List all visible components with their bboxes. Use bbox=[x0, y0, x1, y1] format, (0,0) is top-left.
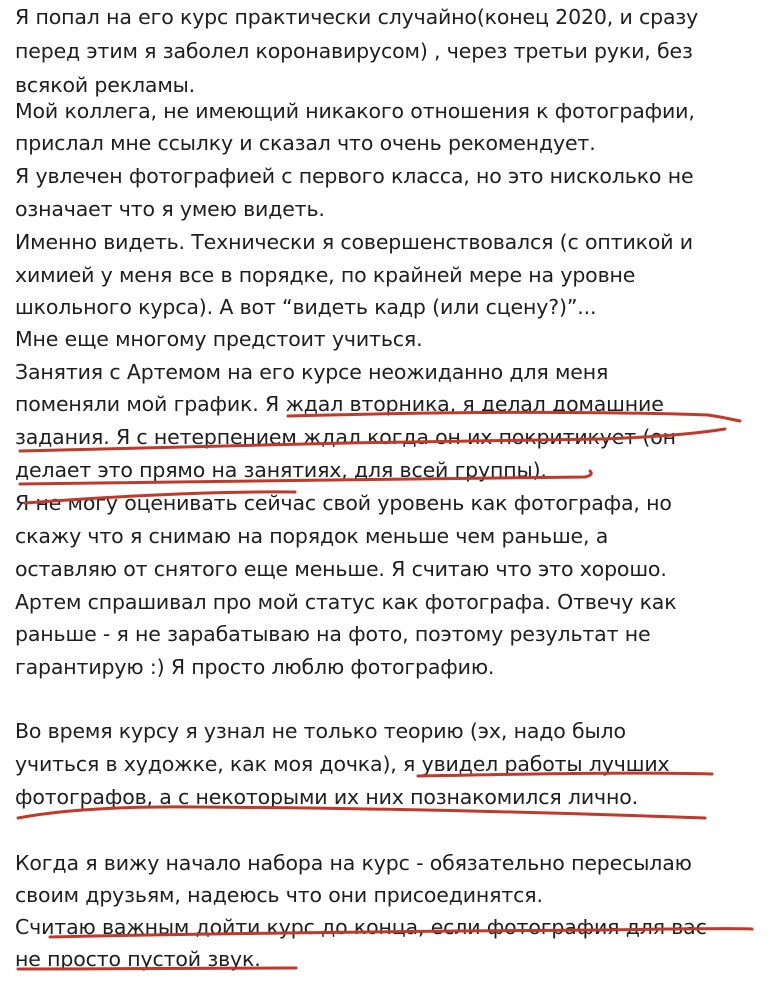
text-line: всякой рекламы. bbox=[15, 73, 196, 97]
text-line: гарантирую :) Я просто люблю фотографию. bbox=[15, 655, 495, 679]
text-line: учиться в художке, как моя дочка), я увидел работы лучших bbox=[15, 752, 670, 776]
text-line: своим друзьям, надеюсь что они присоединятся. bbox=[15, 883, 543, 907]
text-line: не просто пустой звук. bbox=[15, 947, 261, 971]
text-line: задания. Я с нетерпением ждал когда он их покритикует (он bbox=[15, 425, 676, 449]
text-line: означает что я умею видеть. bbox=[15, 197, 325, 221]
text-line: Именно видеть. Технически я совершенствовался (с оптикой и bbox=[15, 230, 693, 254]
text-line: Мой коллега, не имеющий никакого отношения к фотографии, bbox=[15, 99, 695, 123]
text-line: Считаю важным дойти курс до конца, если фотография для вас bbox=[15, 915, 707, 939]
text-line: школьного курса). А вот “видеть кадр (или сцену?)”... bbox=[15, 295, 597, 319]
text-line: Я попал на его курс практически случайно(конец 2020, и сразу bbox=[15, 5, 699, 29]
text-line: Мне еще многому предстоит учиться. bbox=[15, 327, 423, 351]
text-line: перед этим я заболел коронавирусом) , через третьи руки, без bbox=[15, 39, 693, 63]
text-line: раньше - я не зарабатываю на фото, поэтому результат не bbox=[15, 622, 651, 646]
text-line: Во время курсу я узнал не только теорию (эх, надо было bbox=[15, 719, 626, 743]
text-line: скажу что я снимаю на порядок меньше чем раньше, а bbox=[15, 524, 609, 548]
text-line: поменяли мой график. Я ждал вторника, я делал домашние bbox=[15, 392, 664, 416]
text-line: фотографов, а с некоторыми их них познакомился лично. bbox=[15, 785, 639, 809]
text-line: делает это прямо на занятиях, для всей группы). bbox=[15, 458, 547, 482]
text-line: Когда я вижу начало набора на курс - обязательно пересылаю bbox=[15, 851, 692, 875]
text-line: Артем спрашивал про мой статус как фотографа. Отвечу как bbox=[15, 590, 677, 614]
text-line: Я увлечен фотографией с первого класса, но это нисколько не bbox=[15, 164, 694, 188]
text-line: химией у меня все в порядке, по крайней мере на уровне bbox=[15, 263, 636, 287]
text-line: прислал мне ссылку и сказал что очень рекомендует. bbox=[15, 131, 596, 155]
text-line: оставляю от снятого еще меньше. Я считаю что это хорошо. bbox=[15, 557, 667, 581]
text-line: Занятия с Артемом на его курсе неожиданно для меня bbox=[15, 360, 609, 384]
text-line: Я не могу оценивать сейчас свой уровень как фотографа, но bbox=[15, 491, 672, 515]
